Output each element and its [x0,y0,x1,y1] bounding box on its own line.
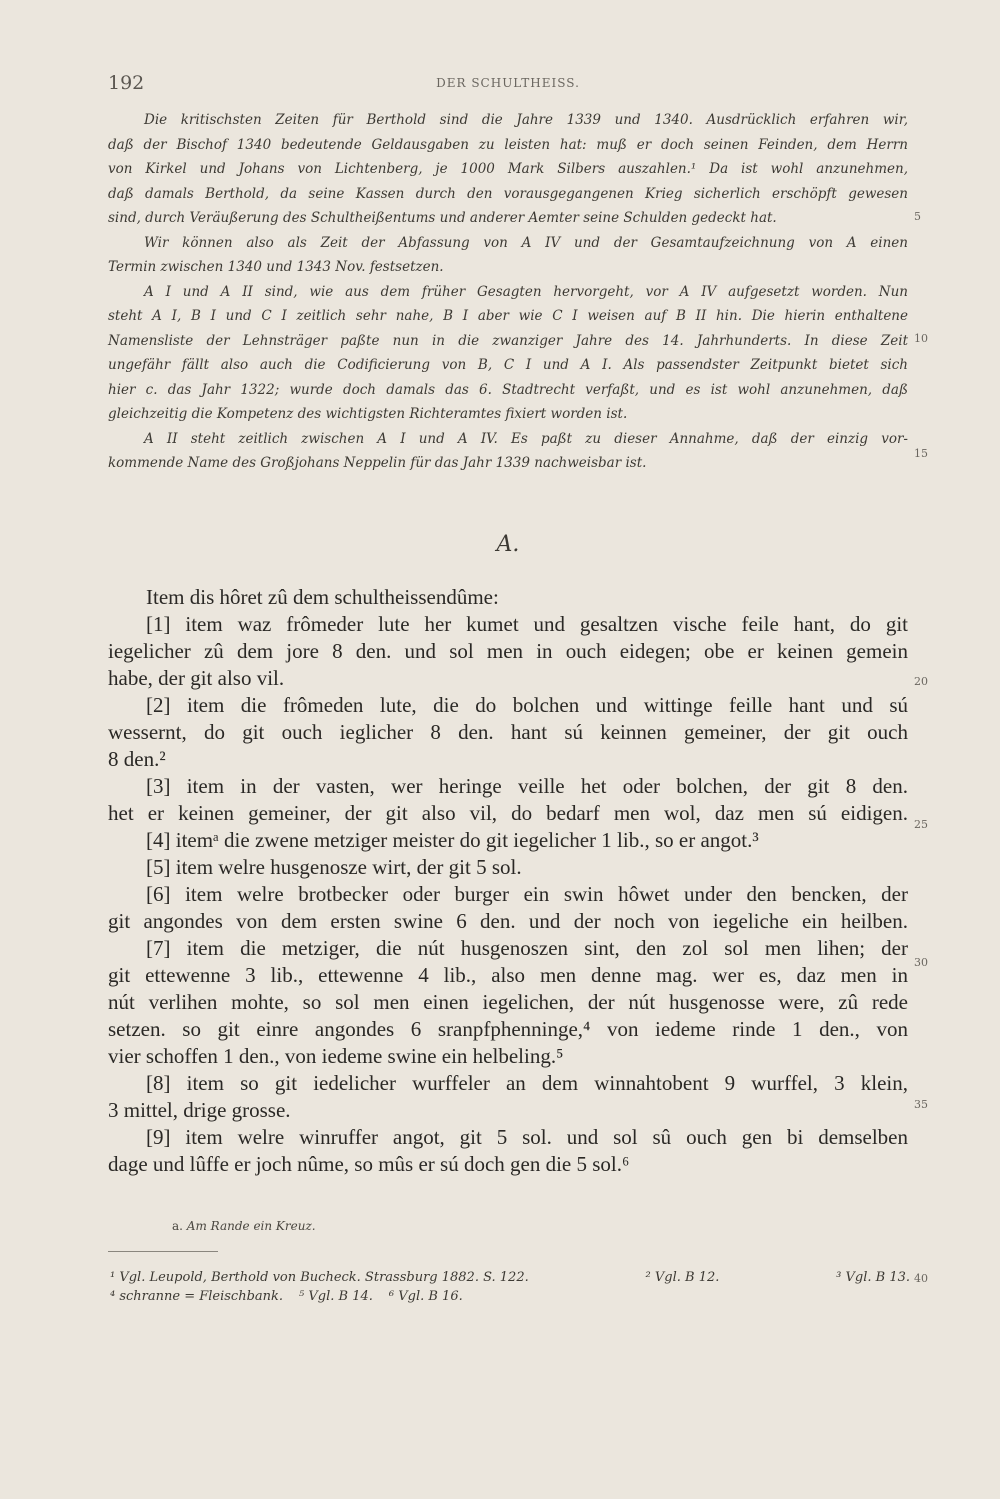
text-line: 3 mittel, drige grosse. [108,1098,291,1122]
footnote-line [110,1287,910,1306]
text-line: wessernt, do git ouch ieglicher 8 den. hant sú keinnen gemeiner, der git ouch [108,720,908,744]
text-line: [3] item in der vasten, wer heringe veille het oder bolchen, der git 8 den. [146,774,908,798]
text-line: Item dis hôret zû dem schultheissendûme: [146,585,499,609]
footnote-3: ³ Vgl. B 13. [836,1270,910,1285]
footnote-1: ¹ Vgl. Leupold, Berthold von Bucheck. Strassburg 1882. S. 122. [110,1270,529,1285]
commentary-line: ungefähr fällt also auch die Codificierung von B, C I und A I. Als passendster Zeitpunkt bietet sich [108,357,908,373]
commentary-line: Namensliste der Lehnsträger paßte nun in die zwanziger Jahre des 14. Jahrhunderts. In diese Zeit [108,332,908,349]
line-number: 5 [914,210,921,223]
commentary-line: steht A I, B I und C I zeitlich sehr nahe, B I aber wie C I weisen auf B II hin. Die hierin enthaltene [108,308,908,324]
page-header [108,72,908,96]
line-number: 15 [914,447,928,460]
intro-commentary [108,108,908,476]
running-head: DER SCHULTHEISS. [436,76,580,90]
text-line: dage und lûffe er joch nûme, so mûs er sú doch gen die 5 sol.⁶ [108,1152,630,1176]
text-line: 8 den.² [108,747,166,771]
commentary-line: gleichzeitig die Kompetenz des wichtigsten Richteramtes fixiert worden ist. [108,406,628,422]
text-line: vier schoffen 1 den., von iedeme swine ein helbeling.⁵ [108,1044,564,1068]
footnote-line [110,1268,910,1287]
line-number: 10 [914,332,928,345]
footnote-5: ⁵ Vgl. B 14. [299,1289,373,1304]
edition-text [108,584,908,1178]
footnote-2: ² Vgl. B 12. [645,1270,720,1285]
line-number: 25 [914,818,928,831]
text-line: git ettewenne 3 lib., ettewenne 4 lib., also men denne mag. wer es, daz men in [108,963,908,987]
section-heading: A. [496,532,520,557]
footnote-6: ⁶ Vgl. B 16. [388,1289,463,1304]
commentary-line: daß der Bischof 1340 bedeutende Geldausgaben zu leisten hat: muß er doch seinen Feinden, dem Herrn [108,136,908,153]
commentary-line: daß damals Berthold, da seine Kassen durch den vorausgegangenen Krieg sicherlich erschöpft gewesen [108,185,908,202]
text-line: [4] itemᵃ die zwene metziger meister do git iegelicher 1 lib., so er angot.³ [146,828,759,852]
apparatus-note: Am Rande ein Kreuz. [186,1219,316,1233]
commentary-line: sind, durch Veräußerung des Schultheißentums und anderer Aemter seine Schulden gedeckt hat. [108,210,777,226]
footnote-divider [108,1251,218,1252]
footnote-4: ⁴ schranne = Fleischbank. [110,1289,284,1304]
page-number: 192 [108,72,145,94]
text-line: iegelicher zû dem jore 8 den. und sol men in ouch eidegen; obe er keinen gemein [108,639,908,663]
text-line: setzen. so git einre angondes 6 sranpfphenninge,⁴ von iedeme rinde 1 den., von [108,1017,908,1041]
critical-apparatus [172,1219,316,1233]
commentary-line: Termin zwischen 1340 und 1343 Nov. festsetzen. [108,259,444,275]
commentary-line: kommende Name des Großjohans Neppelin für das Jahr 1339 nachweisbar ist. [108,455,647,471]
text-line: [8] item so git iedelicher wurffeler an dem winnahtobent 9 wurffel, 3 klein, [146,1071,908,1095]
line-number: 40 [914,1272,928,1285]
margin-line-numbers [914,0,944,1499]
commentary-line: A II steht zeitlich zwischen A I und A IV. Es paßt zu dieser Annahme, daß der einzig vor- [144,430,908,447]
text-line: [9] item welre winruffer angot, git 5 sol. und sol sû ouch gen bi demselben [146,1125,908,1149]
line-number: 35 [914,1098,928,1111]
commentary-line: Wir können also als Zeit der Abfassung von A IV und der Gesamtaufzeichnung von A einen [144,234,908,251]
text-line: [2] item die frômeden lute, die do bolchen und wittinge feille hant und sú [146,693,908,717]
text-line: [7] item die metziger, die nút husgenoszen sint, den zol sol men lihen; der [146,936,908,960]
commentary-line: Die kritischsten Zeiten für Berthold sind die Jahre 1339 und 1340. Ausdrücklich erfahren wir, [144,112,908,128]
text-line: [1] item waz frômeder lute her kumet und gesaltzen vische feile hant, do git [146,612,908,636]
line-number: 20 [914,675,928,688]
commentary-line: A I und A II sind, wie aus dem früher Gesagten hervorgeht, vor A IV aufgesetzt worden. Nun [144,283,908,300]
text-line: git angondes von dem ersten swine 6 den. und der noch von iegeliche ein heilben. [108,909,908,933]
text-line: [5] item welre husgenosze wirt, der git 5 sol. [146,855,522,879]
footnotes [110,1268,910,1306]
text-line: nút verlihen mohte, so sol men einen iegelichen, der nút husgenosse were, zû rede [108,990,908,1014]
commentary-line: hier c. das Jahr 1322; wurde doch damals das 6. Stadtrecht verfaßt, und es ist wohl anzunehmen, daß [108,381,908,398]
apparatus-label: a. [172,1219,183,1233]
text-line: habe, der git also vil. [108,666,285,690]
line-number: 30 [914,956,928,969]
text-line: het er keinen gemeiner, der git also vil, do bedarf men wol, daz men sú eidigen. [108,801,908,825]
commentary-line: von Kirkel und Johans von Lichtenberg, je 1000 Mark Silbers auszahlen.¹ Da ist wohl anzunehmen, [108,161,908,177]
text-line: [6] item welre brotbecker oder burger ein swin hôwet under den bencken, der [146,882,908,906]
